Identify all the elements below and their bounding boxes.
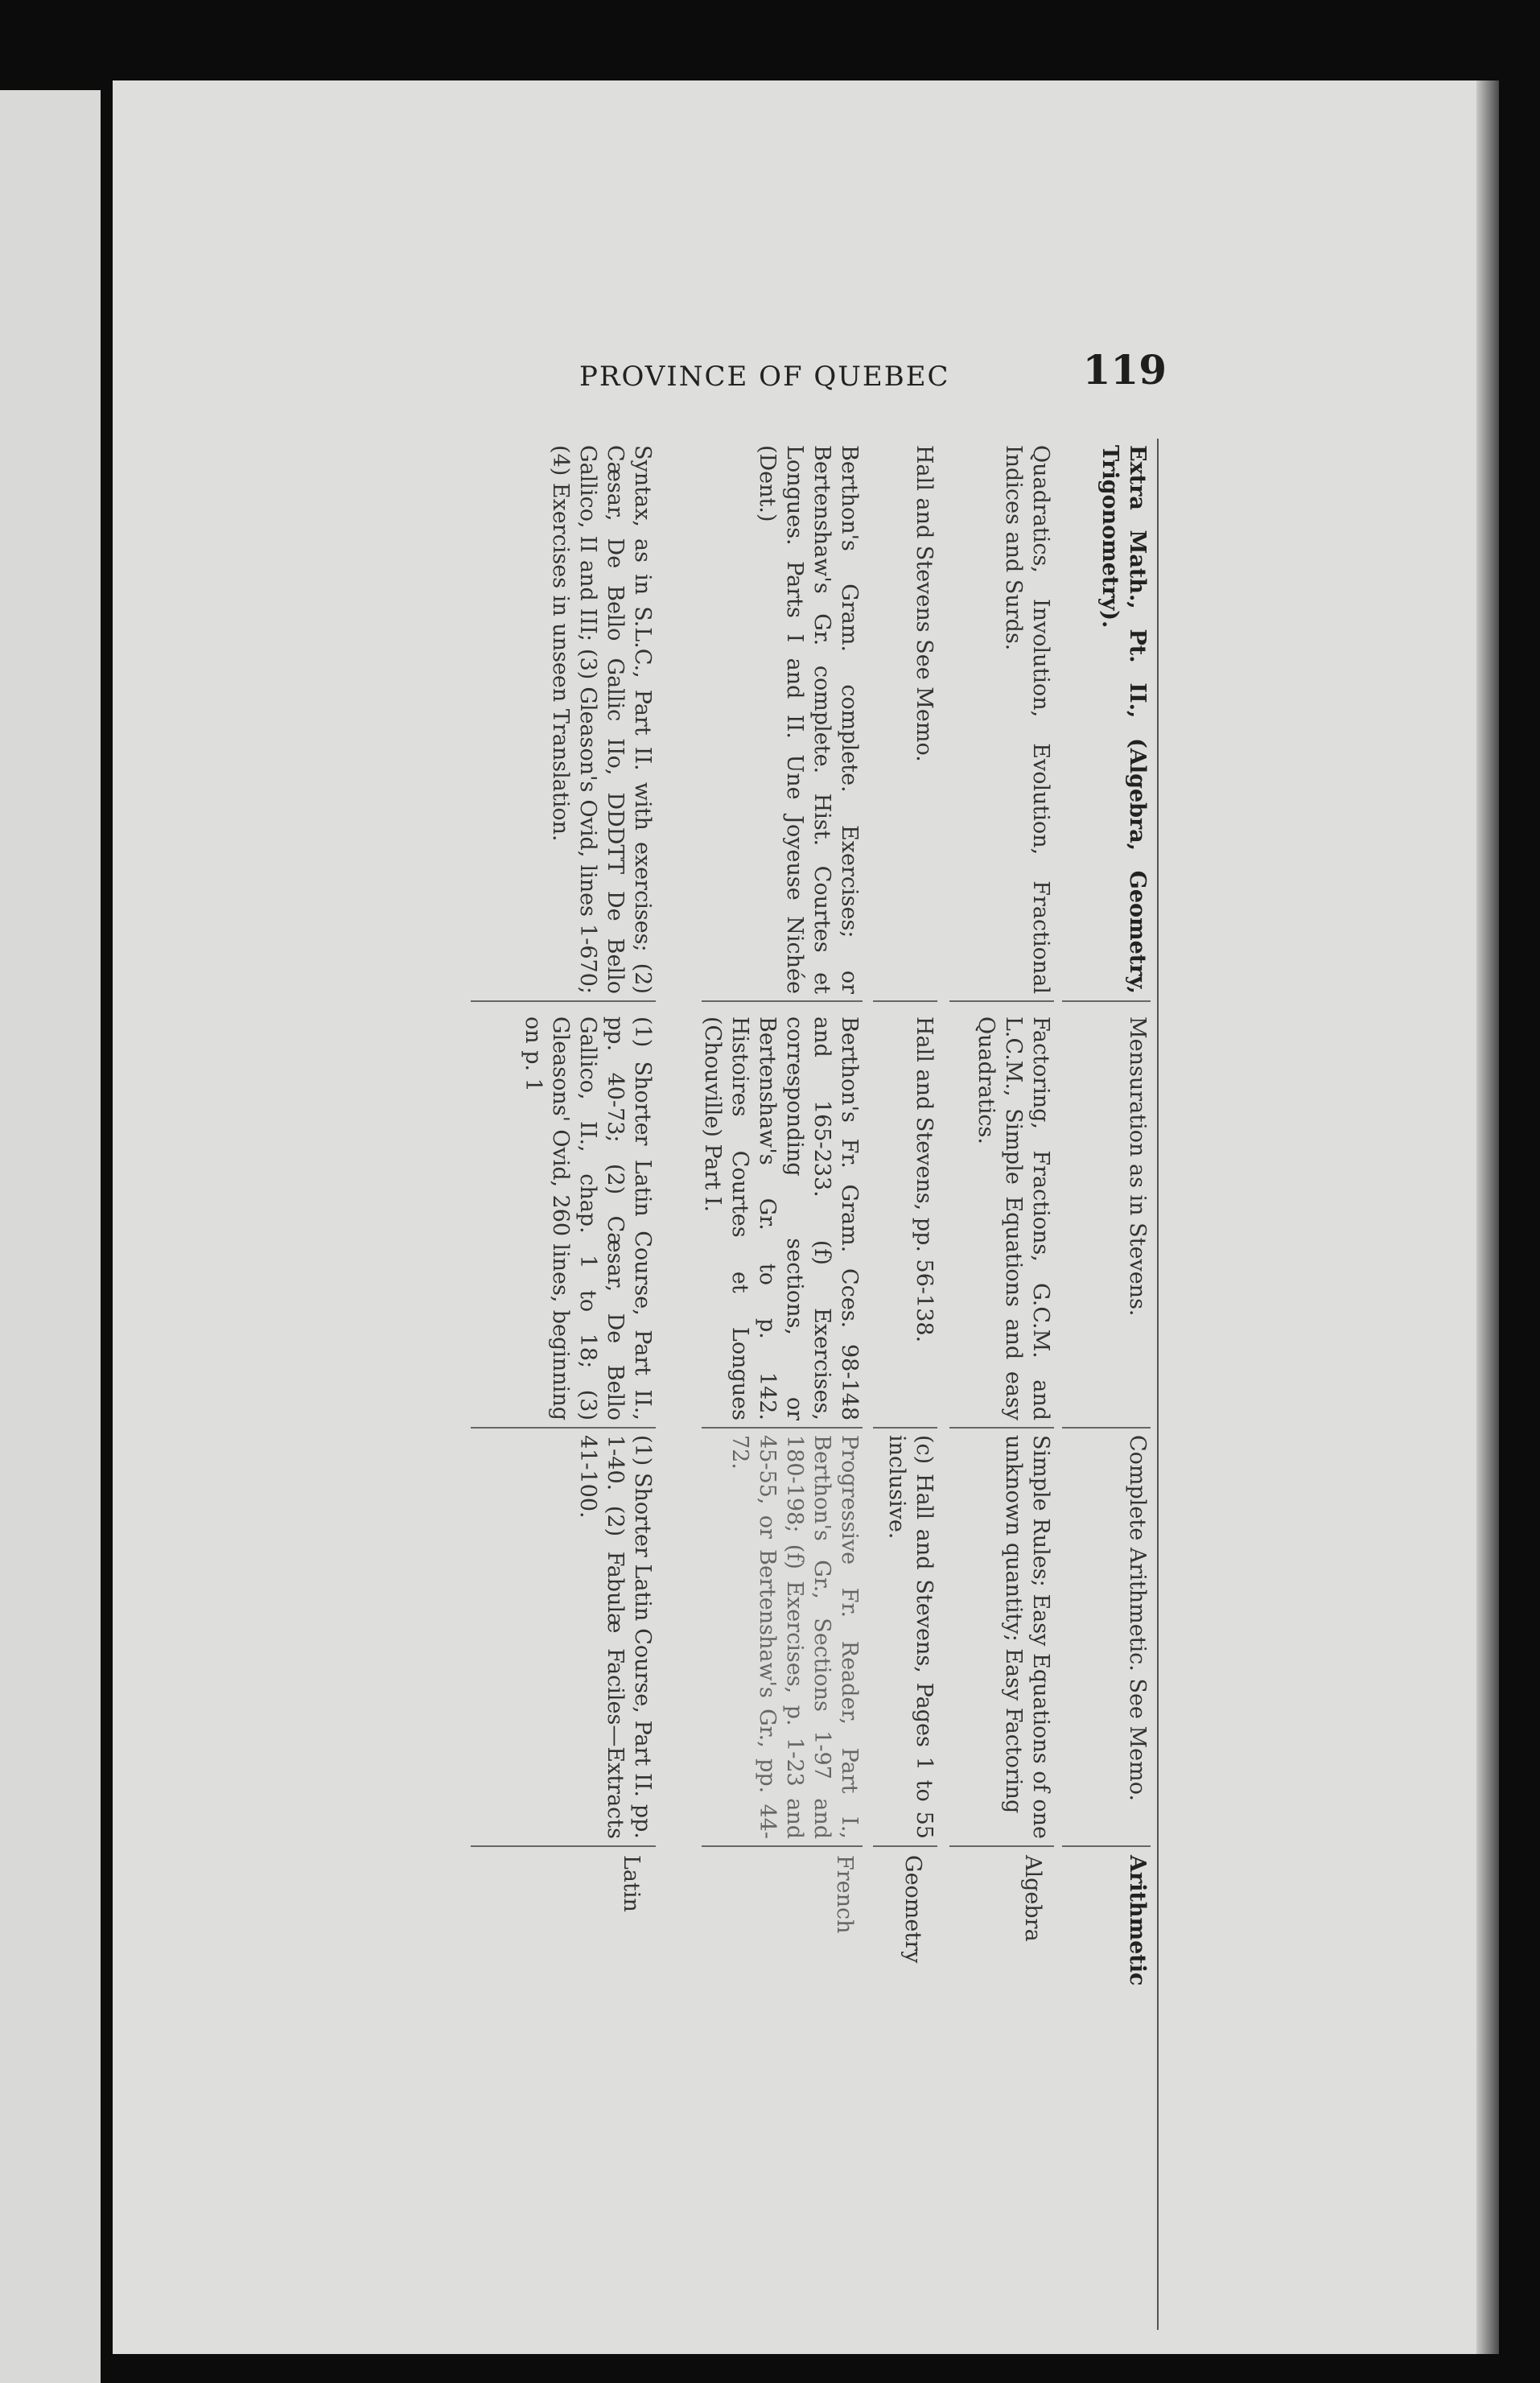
grade-3-cell: Hall and Stevens See Memo. bbox=[873, 439, 937, 1002]
table-row-arithmetic bbox=[1062, 439, 1151, 2330]
table-row-algebra bbox=[949, 439, 1054, 2330]
grade-2-cell: Berthon's Fr. Gram. Cces. 98-148 and 165-233. (f) Exercises, corresponding sections, or Bertenshaw's Gr. to p. 142. Histoires Courtes et Longues (Chouville) Part I. bbox=[702, 1010, 863, 1429]
page-shadow bbox=[1476, 80, 1499, 2354]
subject-cell bbox=[612, 1855, 644, 2322]
subject-label: Arithmetic bbox=[1125, 1855, 1150, 1986]
grade-2-cell: Hall and Stevens, pp. 56-138. bbox=[873, 1010, 937, 1429]
grade-2-cell: Factoring, Fractions, G.C.M. and L.C.M., Simple Equations and easy Quadratics. bbox=[949, 1010, 1054, 1429]
page-number: 119 bbox=[1082, 346, 1167, 394]
grade-3-cell: Berthon's Gram. complete. Exercises; or Bertenshaw's Gr. complete. Hist. Courtes et Longues. Parts I and II. Une Joyeuse Nichée (Dent.) bbox=[702, 439, 863, 1002]
page-header bbox=[579, 346, 1167, 410]
running-head: PROVINCE OF QUEBEC bbox=[579, 361, 950, 393]
grade-1-cell: (1) Shorter Latin Course, Part II. pp. 1-40. (2) Fabulæ Faciles—Extracts 41-100. bbox=[471, 1429, 656, 1847]
subject-label: Latin bbox=[619, 1855, 644, 1912]
subject-cell bbox=[826, 1855, 858, 2322]
subject-label: French bbox=[832, 1855, 857, 1934]
subject-cell bbox=[894, 1855, 926, 2322]
curriculum-table bbox=[354, 439, 1159, 2330]
table-top-rule bbox=[1157, 439, 1159, 2330]
table-row-latin bbox=[471, 439, 656, 2330]
grade-1-cell: Progressive Fr. Reader, Part I., Berthon's Gr., Sections 1-97 and 180-198; (f) Exercises, p. 1-23 and 45-55, or Bertenshaw's Gr., pp. 44-72. bbox=[702, 1429, 863, 1847]
subject-label: Geometry bbox=[900, 1855, 925, 1964]
grade-1-cell: (c) Hall and Stevens, Pages 1 to 55 inclusive. bbox=[873, 1429, 937, 1847]
grade-1-cell: Complete Arithmetic. See Memo. bbox=[1062, 1429, 1151, 1847]
facing-page-edge bbox=[0, 90, 101, 2383]
grade-2-cell: Mensuration as in Stevens. bbox=[1062, 1010, 1151, 1429]
grade-3-cell: Extra Math., Pt. II., (Algebra, Geometry, Trigonometry). bbox=[1062, 439, 1151, 1002]
table-row-french bbox=[702, 439, 863, 2330]
rotated-table-container bbox=[354, 439, 1159, 2330]
grade-3-cell: Quadratics, Involution, Evolution, Fractional Indices and Surds. bbox=[949, 439, 1054, 1002]
grade-3-cell: Syntax, as in S.L.C., Part II. with exercises; (2) Cæsar, De Bello Gallic IIo, DDDTT De Bello Gallico, II and III; (3) Gleason's Ovid, lines 1-670; (4) Exercises in unseen Translation. bbox=[471, 439, 656, 1002]
grade-2-cell: (1) Shorter Latin Course, Part II., pp. 40-73; (2) Cæsar, De Bello Gallico, II., chap. 1 to 18; (3) Gleasons' Ovid, 260 lines, beginning on p. 1 bbox=[471, 1010, 656, 1429]
subject-label: Algebra bbox=[1020, 1855, 1045, 1942]
grade-1-cell: Simple Rules; Easy Equations of one unknown quantity; Easy Factoring bbox=[949, 1429, 1054, 1847]
subject-cell bbox=[1014, 1855, 1046, 2322]
table-row-geometry bbox=[873, 439, 937, 2330]
subject-cell bbox=[1118, 1855, 1151, 2322]
